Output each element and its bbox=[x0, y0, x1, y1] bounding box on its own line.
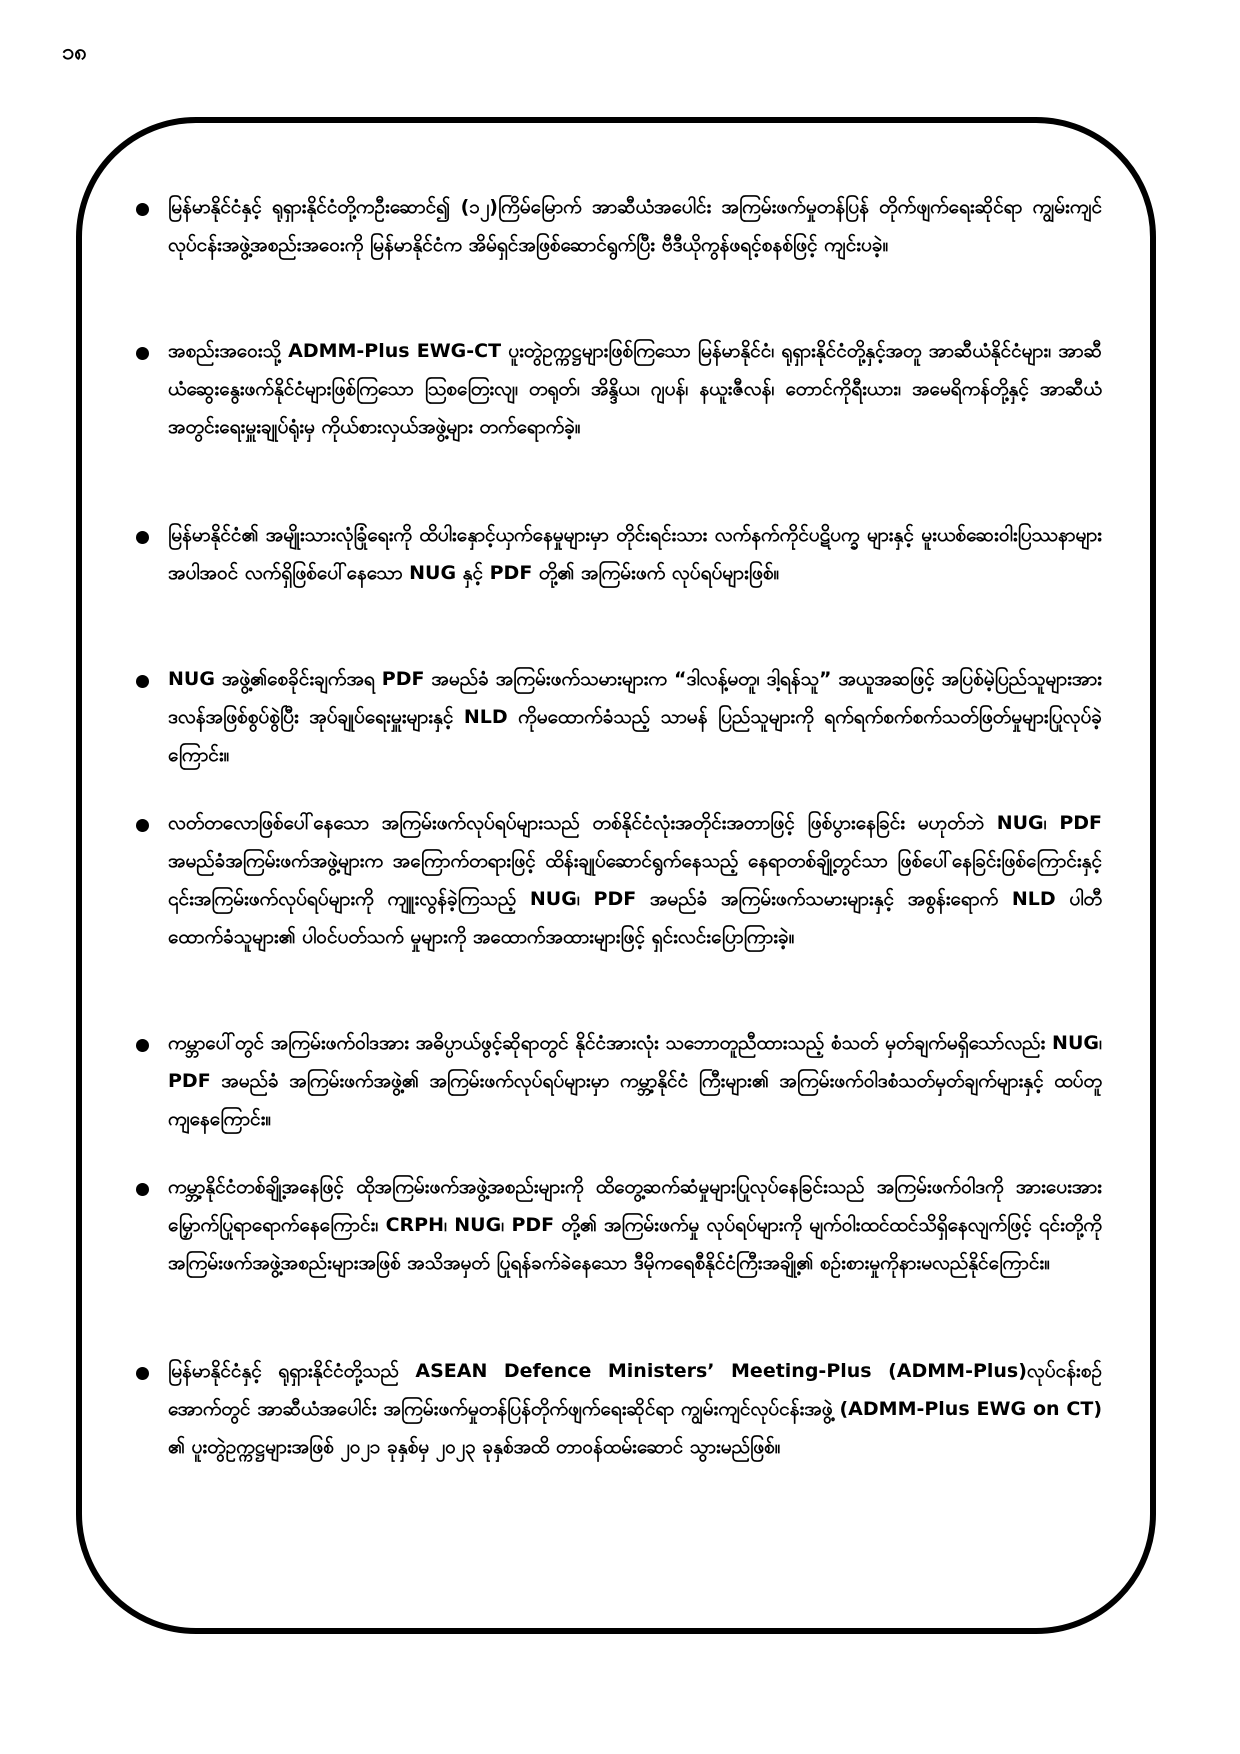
bullet-dot-icon bbox=[136, 819, 149, 832]
bullet-dot-icon bbox=[136, 531, 149, 544]
page-number: ၁၈ bbox=[62, 40, 87, 65]
bullet-list bbox=[136, 188, 1102, 1536]
list-item-text: မြန်မာနိုင်ငံ၏ အမျိုးသားလုံခြုံရေးကို ထိပါးနှောင့်ယှက်နေမှုများမှာ တိုင်းရင်းသား လက်နက်ကိုင်ပဋိပက္ခ များနှင့် မူးယစ်ဆေးဝါးပြဿနာများအပါအဝင် လက်ရှိဖြစ်ပေါ်နေသော NUG နှင့် PDF တို့၏ အကြမ်းဖက် လုပ်ရပ်များဖြစ်။ bbox=[168, 524, 1102, 584]
list-item-text: မြန်မာနိုင်ငံနှင့် ရုရှားနိုင်ငံတို့သည် ASEAN Defence Ministers’ Meeting-Plus (ADMM-Plus)လုပ်ငန်းစဉ် အောက်တွင် အာဆီယံအပေါင်း အကြမ်းဖက်မှုတန်ပြန်တိုက်ဖျက်ရေးဆိုင်ရာ ကျွမ်းကျင်လုပ်ငန်းအဖွဲ့ (ADMM-Plus EWG on CT) ၏ ပူးတွဲဥက္ကဋ္ဌများအဖြစ် ၂၀၂၁ ခုနှစ်မှ ၂၀၂၃ ခုနှစ်အထိ တာဝန်ထမ်းဆောင် သွားမည်ဖြစ်။ bbox=[168, 1360, 1102, 1458]
bullet-dot-icon bbox=[136, 1039, 149, 1052]
list-item bbox=[136, 660, 1102, 804]
bullet-dot-icon bbox=[136, 203, 149, 216]
list-item-text: လတ်တလောဖြစ်ပေါ်နေသော အကြမ်းဖက်လုပ်ရပ်များသည် တစ်နိုင်ငံလုံးအတိုင်းအတာဖြင့် ဖြစ်ပွားနေခြင်း မဟုတ်ဘဲ NUG၊ PDF အမည်ခံအကြမ်းဖက်အဖွဲ့များက အကြောက်တရားဖြင့် ထိန်းချုပ်ဆောင်ရွက်နေသည့် နေရာတစ်ချို့တွင်သာ ဖြစ်ပေါ်နေခြင်းဖြစ်ကြောင်းနှင့် ၎င်းအကြမ်းဖက်လုပ်ရပ်များကို ကျူးလွန်ခဲ့ကြသည့် NUG၊ PDF အမည်ခံ အကြမ်းဖက်သမားများနှင့် အစွန်းရောက် NLD ပါတီထောက်ခံသူများ၏ ပါဝင်ပတ်သက် မှုများကို အထောက်အထားများဖြင့် ရှင်းလင်းပြောကြားခဲ့။ bbox=[168, 812, 1102, 948]
list-item bbox=[136, 188, 1102, 332]
list-item-text: NUG အဖွဲ့၏စေခိုင်းချက်အရ PDF အမည်ခံ အကြမ်းဖက်သမားများက “ဒါလန့်မတူ၊ ဒါ့ရန်သူ” အယူအဆဖြင့် အပြစ်မဲ့ပြည်သူများအား ဒလန်အဖြစ်စွပ်စွဲပြီး အုပ်ချုပ်ရေးမှူးများနှင့် NLD ကိုမထောက်ခံသည့် သာမန် ပြည်သူများကို ရက်ရက်စက်စက်သတ်ဖြတ်မှုများပြုလုပ်ခဲ့ကြောင်း။ bbox=[168, 668, 1102, 766]
list-item-text: မြန်မာနိုင်ငံနှင့် ရုရှားနိုင်ငံတို့ကဦးဆောင်၍ (၁၂)ကြိမ်မြောက် အာဆီယံအပေါင်း အကြမ်းဖက်မှုတန်ပြန် တိုက်ဖျက်ရေးဆိုင်ရာ ကျွမ်းကျင်လုပ်ငန်းအဖွဲ့အစည်းအဝေးကို မြန်မာနိုင်ငံက အိမ်ရှင်အဖြစ်ဆောင်ရွက်ပြီး ဗီဒီယိုကွန်ဖရင့်စနစ်ဖြင့် ကျင်းပခဲ့။ bbox=[168, 196, 1102, 256]
list-item-text: ကမ္ဘာပေါ်တွင် အကြမ်းဖက်ဝါဒအား အဓိပ္ပာယ်ဖွင့်ဆိုရာတွင် နိုင်ငံအားလုံး သဘောတူညီထားသည့် စံသတ် မှတ်ချက်မရှိသော်လည်း NUG၊ PDF အမည်ခံ အကြမ်းဖက်အဖွဲ့၏ အကြမ်းဖက်လုပ်ရပ်များမှာ ကမ္ဘာ့နိုင်ငံ ကြီးများ၏ အကြမ်းဖက်ဝါဒစံသတ်မှတ်ချက်များနှင့် ထပ်တူကျနေကြောင်း။ bbox=[168, 1032, 1102, 1130]
list-item bbox=[136, 1024, 1102, 1168]
list-item-text: အစည်းအဝေးသို့ ADMM-Plus EWG-CT ပူးတွဲဥက္ကဋ္ဌများဖြစ်ကြသော မြန်မာနိုင်ငံ၊ ရုရှားနိုင်ငံတို့နှင့်အတူ အာဆီယံနိုင်ငံများ၊ အာဆီယံဆွေးနွေးဖက်နိုင်ငံများဖြစ်ကြသော ဩစတြေးလျ၊ တရုတ်၊ အိန္ဒိယ၊ ဂျပန်၊ နယူးဇီလန်၊ တောင်ကိုရီးယား၊ အမေရိကန်တို့နှင့် အာဆီယံအတွင်းရေးမှူးချုပ်ရုံးမှ ကိုယ်စားလှယ်အဖွဲ့များ တက်ရောက်ခဲ့။ bbox=[168, 340, 1102, 438]
list-item bbox=[136, 332, 1102, 516]
list-item bbox=[136, 1352, 1102, 1536]
bullet-dot-icon bbox=[136, 675, 149, 688]
bullet-dot-icon bbox=[136, 347, 149, 360]
bullet-dot-icon bbox=[136, 1183, 149, 1196]
list-item bbox=[136, 804, 1102, 1024]
bullet-dot-icon bbox=[136, 1367, 149, 1380]
list-item bbox=[136, 516, 1102, 660]
list-item-text: ကမ္ဘာ့နိုင်ငံတစ်ချို့အနေဖြင့် ထိုအကြမ်းဖက်အဖွဲ့အစည်းများကို ထိတွေ့ဆက်ဆံမှုများပြုလုပ်နေခြင်းသည် အကြမ်းဖက်ဝါဒကို အားပေးအားမြှောက်ပြုရာရောက်နေကြောင်း၊ CRPH၊ NUG၊ PDF တို့၏ အကြမ်းဖက်မှု လုပ်ရပ်များကို မျက်ဝါးထင်ထင်သိရှိနေလျက်ဖြင့် ၎င်းတို့ကို အကြမ်းဖက်အဖွဲ့အစည်းများအဖြစ် အသိအမှတ် ပြုရန်ခက်ခဲနေသော ဒီမိုကရေစီနိုင်ငံကြီးအချို့၏ စဉ်းစားမှုကိုနားမလည်နိုင်ကြောင်း။ bbox=[168, 1176, 1102, 1274]
list-item bbox=[136, 1168, 1102, 1352]
